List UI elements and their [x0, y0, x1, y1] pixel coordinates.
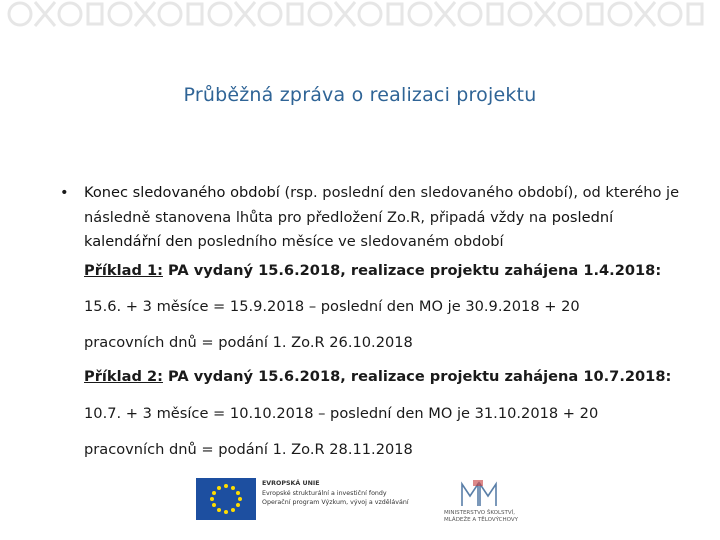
- bullet-symbol: •: [60, 184, 69, 201]
- bullet-paragraph: [60, 181, 690, 255]
- msmt-logo-icon: [458, 478, 498, 510]
- msmt-logo-mark: [458, 478, 498, 510]
- eu-flag-icon: [196, 478, 256, 520]
- example-2-label: Příklad 2:: [84, 368, 163, 385]
- term-last-day: poslední kalendářní den: [84, 208, 614, 250]
- header-pattern: [0, 0, 720, 38]
- bullet-text-1: (rsp. poslední den sledovaného období), od kterého je následně stanovena lhůta pro předložení Zo.R, připadá vždy na: [84, 184, 680, 226]
- example-1-label: Příklad 1:: [84, 261, 163, 279]
- eu-text-block: [262, 479, 437, 508]
- example-1-line-2: pracovních dnů = podání 1. Zo.R 26.10.2018: [84, 334, 413, 351]
- term-period-end: Konec sledovaného období: [84, 184, 280, 201]
- eu-stars-icon: [196, 478, 256, 520]
- slide-title: Průběžná zpráva o realizaci projektu: [183, 84, 537, 106]
- header-pattern-band: [0, 0, 720, 38]
- example-1-heading-text: PA vydaný 15.6.2018, realizace projektu zahájena 1.4.2018:: [162, 261, 662, 279]
- example-2-line-2: pracovních dnů = podání 1. Zo.R 28.11.2018: [84, 440, 413, 458]
- footer-logos: [196, 474, 536, 524]
- bullet-text-2: posledního měsíce ve sledovaném období: [192, 233, 504, 250]
- eu-name: EVROPSKÁ UNIE: [262, 480, 320, 487]
- example-2-line-1: 10.7. + 3 měsíce = 10.10.2018 – poslední den MO je 31.10.2018 + 20: [84, 404, 599, 422]
- slide-body: [60, 181, 690, 468]
- example-1-line-1: 15.6. + 3 měsíce = 15.9.2018 – poslední den MO je 30.9.2018 + 20: [84, 298, 580, 315]
- eu-funds: Evropské strukturální a investiční fondy: [262, 489, 387, 497]
- ministry-name: MINISTERSTVO ŠKOLSTVÍ, MLÁDEŽE A TĚLOVÝCHOVY: [444, 510, 518, 523]
- example-2-calculation: [84, 396, 690, 468]
- eu-programme: Operační program Výzkum, vývoj a vzdělávání: [262, 499, 409, 507]
- example-1-calculation: [84, 289, 690, 361]
- example-2-heading: [84, 365, 690, 390]
- example-2-heading-text: PA vydaný 15.6.2018, realizace projektu zahájena 10.7.2018:: [162, 368, 672, 385]
- example-1-heading: [84, 259, 690, 284]
